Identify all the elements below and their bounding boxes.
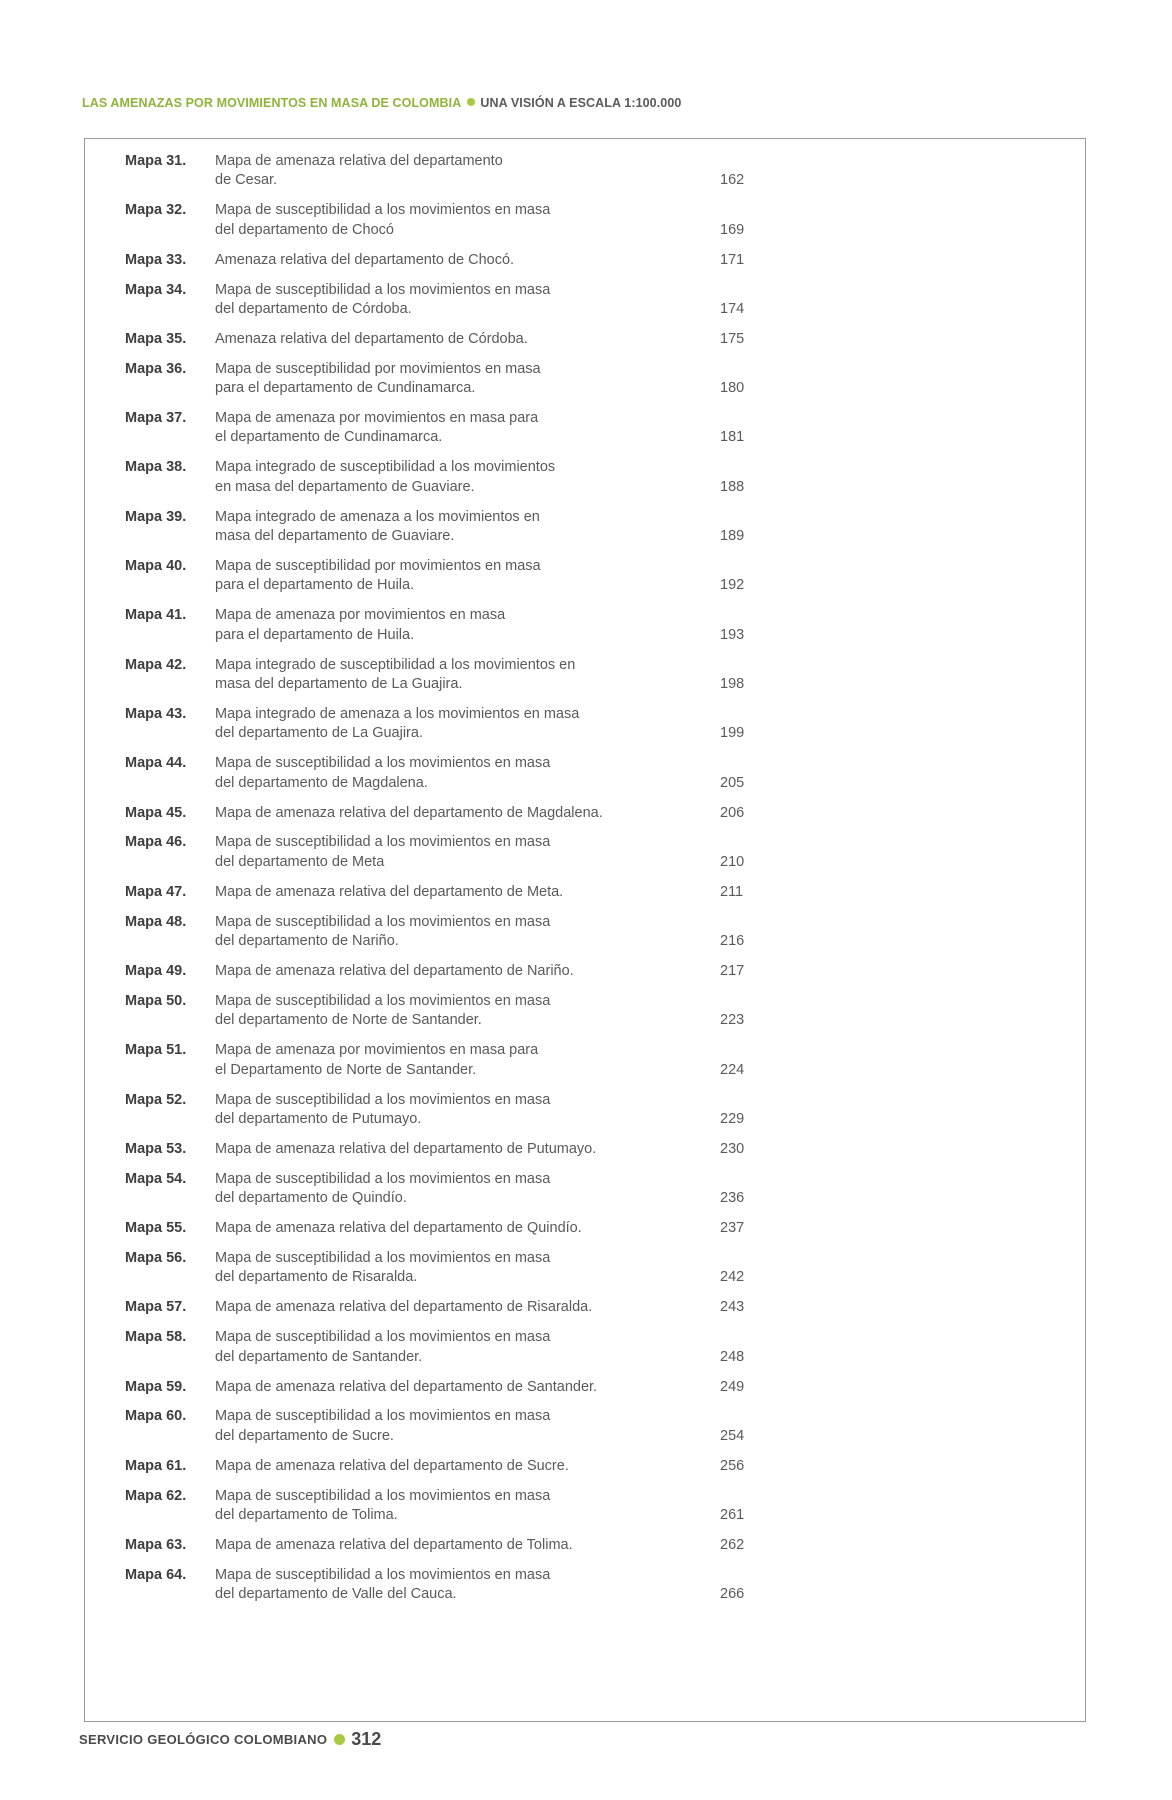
entry-description-line: Mapa de amenaza relativa del departamento [215,153,503,169]
entry-description-line: Mapa de amenaza relativa del departamento de Putumayo. [215,1140,597,1157]
entry-label: Mapa 36. [125,360,187,377]
map-index-entry [125,281,765,320]
entry-description [215,281,655,320]
map-index-entry [125,1407,765,1446]
entry-label: Mapa 63. [125,1536,187,1553]
entry-description-line: Mapa de susceptibilidad por movimientos en masa [215,360,541,377]
entry-page-number: 211 [720,883,744,900]
entry-description [215,804,655,823]
entry-description-line: del departamento de Sucre. [215,1427,394,1444]
entry-description [215,330,655,349]
entry-page-number: 162 [720,172,745,189]
entry-label: Mapa 39. [125,508,187,525]
running-header [82,96,681,110]
footer-organization: SERVICIO GEOLÓGICO COLOMBIANO [79,1732,328,1747]
entry-description-line: Mapa de amenaza relativa del departamento de Tolima. [215,1536,573,1553]
entry-label: Mapa 49. [125,963,187,979]
entry-page-number: 249 [720,1378,745,1395]
entry-description-line: Mapa integrado de amenaza a los movimientos en masa [215,705,580,722]
entry-description [215,606,655,645]
map-index-entry [125,1328,765,1367]
map-index-entry [125,1140,765,1159]
entry-description-line: Mapa de amenaza relativa del departamento de Risaralda. [215,1299,593,1316]
entry-page-number: 243 [720,1299,745,1316]
entry-page-number: 199 [720,725,745,742]
entry-label: Mapa 45. [125,804,187,821]
page-footer [79,1729,381,1750]
entry-page-number: 210 [720,853,745,870]
entry-page-number: 242 [720,1269,745,1286]
map-index-entry [125,962,765,981]
entry-description-line: Mapa de amenaza relativa del departamento de Sucre. [215,1457,569,1474]
entry-description [215,1536,655,1555]
entry-description-line: Mapa de susceptibilidad a los movimientos en masa [215,1487,551,1504]
entry-description-line: Mapa de amenaza relativa del departamento de Meta. [215,883,564,900]
entry-description [215,1091,655,1130]
entry-page-number: 237 [720,1220,745,1237]
map-index-entry [125,1041,765,1080]
entry-label: Mapa 62. [125,1487,187,1504]
entry-page-number: 175 [720,330,745,347]
entry-label: Mapa 64. [125,1566,187,1583]
entry-page-number: 188 [720,478,745,495]
entry-label: Mapa 38. [125,459,187,476]
entry-description [215,251,655,270]
entry-description-line: Mapa de susceptibilidad a los movimientos en masa [215,1329,551,1346]
entry-page-number: 248 [720,1348,745,1365]
map-index-entry [125,754,765,793]
entry-label: Mapa 56. [125,1249,187,1266]
map-index-entry [125,251,765,270]
entry-description-line: Mapa de susceptibilidad a los movimientos en masa [215,1091,551,1108]
entry-description-line: Mapa integrado de susceptibilidad a los movimientos en [215,656,576,673]
entry-page-number: 256 [720,1457,745,1474]
entry-description-line: del departamento de Nariño. [215,933,399,950]
entry-label: Mapa 53. [125,1140,187,1157]
header-title: LAS AMENAZAS POR MOVIMIENTOS EN MASA DE COLOMBIA [82,96,462,110]
entry-page-number: 230 [720,1140,745,1157]
entry-description [215,1140,655,1159]
entry-description-line: para el departamento de Huila. [215,626,415,643]
entry-description [215,1170,655,1209]
entry-description-line: del departamento de Risaralda. [215,1269,418,1286]
entry-page-number: 169 [720,221,745,238]
entry-description-line: Mapa de susceptibilidad a los movimientos en masa [215,1566,551,1583]
entry-page-number: 198 [720,676,745,693]
map-index-entry [125,1219,765,1238]
map-index-entry [125,1487,765,1526]
entry-page-number: 266 [720,1586,745,1603]
entry-description-line: del departamento de Chocó [215,221,394,238]
entry-label: Mapa 33. [125,251,187,268]
entry-description [215,992,655,1031]
entry-label: Mapa 34. [125,281,187,298]
entry-description-line: Mapa de amenaza relativa del departamento de Nariño. [215,963,574,979]
entry-description [215,1298,655,1317]
entry-description-line: Mapa de susceptibilidad por movimientos en masa [215,558,541,574]
entry-description-line: Mapa de susceptibilidad a los movimientos en masa [215,202,551,219]
entry-description [215,656,655,695]
map-index-entry [125,656,765,695]
entry-description-line: Amenaza relativa del departamento de Córdoba. [215,330,528,347]
entry-page-number: 261 [720,1507,745,1524]
map-index-entry [125,1298,765,1317]
map-index-entry [125,557,765,596]
entry-description [215,883,655,902]
entry-label: Mapa 37. [125,410,187,427]
entry-description-line: en masa del departamento de Guaviare. [215,478,475,495]
entry-description-line: Mapa de amenaza por movimientos en masa [215,607,506,624]
entry-description [215,201,655,240]
entry-description-line: Mapa de amenaza relativa del departamento de Magdalena. [215,804,603,821]
entry-label: Mapa 42. [125,656,187,673]
entry-label: Mapa 35. [125,330,187,347]
entry-label: Mapa 55. [125,1220,187,1237]
entry-description-line: Mapa de amenaza relativa del departamento de Quindío. [215,1220,582,1237]
entry-page-number: 171 [720,251,745,268]
map-index-entry [125,883,765,902]
entry-page-number: 262 [720,1536,745,1553]
entry-label: Mapa 58. [125,1329,187,1346]
entry-page-number: 254 [720,1427,745,1444]
entry-description [215,1457,655,1476]
entry-description [215,962,655,981]
map-index-entry [125,1457,765,1476]
entry-page-number: 174 [720,300,745,317]
entry-description [215,705,655,744]
entry-label: Mapa 52. [125,1091,187,1108]
map-index-entry [125,1566,765,1605]
entry-label: Mapa 44. [125,755,187,772]
entry-label: Mapa 41. [125,607,187,624]
entry-description-line: Mapa de amenaza por movimientos en masa para [215,410,539,427]
entry-description [215,913,655,952]
entry-description-line: Mapa de susceptibilidad a los movimientos en masa [215,992,551,1009]
map-index-entry [125,804,765,823]
entry-description-line: Mapa de susceptibilidad a los movimientos en masa [215,834,551,851]
entry-page-number: 224 [720,1061,745,1078]
map-index-entry [125,330,765,349]
map-index-entry [125,152,765,191]
entry-description [215,360,655,399]
entry-description-line: Mapa de susceptibilidad a los movimientos en masa [215,281,551,298]
entry-description-line: masa del departamento de La Guajira. [215,676,463,693]
entry-label: Mapa 54. [125,1170,187,1187]
entry-description-line: Mapa de susceptibilidad a los movimientos en masa [215,913,551,930]
map-index-frame [84,138,1086,1722]
entry-description-line: Mapa integrado de amenaza a los movimientos en [215,508,540,525]
entry-page-number: 229 [720,1110,745,1127]
entry-description-line: Mapa de susceptibilidad a los movimientos en masa [215,1170,551,1187]
map-index-entry [125,833,765,872]
entry-description-line: del departamento de Córdoba. [215,300,412,317]
map-index-entry [125,360,765,399]
entry-description-line: de Cesar. [215,172,278,189]
entry-description-line: del departamento de Tolima. [215,1507,398,1524]
entry-description-line: del departamento de Quindío. [215,1190,407,1207]
entry-label: Mapa 40. [125,558,187,574]
entry-description-line: del departamento de Magdalena. [215,774,428,791]
entry-description-line: el Departamento de Norte de Santander. [215,1061,477,1078]
entry-description [215,833,655,872]
entry-description [215,409,655,448]
map-index-entry [125,409,765,448]
entry-description-line: del departamento de Valle del Cauca. [215,1586,457,1603]
entry-label: Mapa 46. [125,834,187,851]
entry-label: Mapa 31. [125,153,187,169]
entry-label: Mapa 59. [125,1378,187,1395]
entry-label: Mapa 32. [125,202,187,219]
map-index-entry [125,913,765,952]
entry-description-line: Mapa de susceptibilidad a los movimientos en masa [215,1408,551,1425]
entry-description [215,1219,655,1238]
entry-description [215,1249,655,1288]
entry-page-number: 192 [720,577,745,594]
entry-description [215,754,655,793]
entry-page-number: 205 [720,774,745,791]
entry-description-line: para el departamento de Cundinamarca. [215,380,476,397]
entry-description-line: el departamento de Cundinamarca. [215,429,443,446]
header-bullet-icon [467,98,475,106]
map-index-entry [125,705,765,744]
entry-description [215,1487,655,1526]
entry-label: Mapa 60. [125,1408,187,1425]
entry-label: Mapa 43. [125,705,187,722]
map-index-list [125,152,765,1615]
entry-description [215,557,655,596]
entry-description-line: del departamento de Putumayo. [215,1110,422,1127]
entry-page-number: 193 [720,626,745,643]
map-index-entry [125,201,765,240]
entry-description-line: del departamento de Norte de Santander. [215,1012,482,1029]
entry-description-line: masa del departamento de Guaviare. [215,528,455,545]
entry-description [215,508,655,547]
entry-description [215,1407,655,1446]
footer-bullet-icon [334,1734,345,1745]
entry-description-line: del departamento de Meta [215,853,385,870]
entry-description-line: Mapa de amenaza relativa del departamento de Santander. [215,1378,598,1395]
entry-page-number: 189 [720,528,745,545]
entry-description-line: Mapa integrado de susceptibilidad a los movimientos [215,459,556,476]
entry-description-line: del departamento de Santander. [215,1348,423,1365]
entry-label: Mapa 48. [125,913,187,930]
entry-label: Mapa 57. [125,1299,187,1316]
entry-label: Mapa 61. [125,1457,187,1474]
map-index-entry [125,1536,765,1555]
entry-description-line: Mapa de susceptibilidad a los movimientos en masa [215,1249,551,1266]
footer-page-number: 312 [351,1729,382,1749]
map-index-entry [125,1091,765,1130]
entry-label: Mapa 51. [125,1042,187,1059]
entry-label: Mapa 47. [125,883,187,900]
entry-label: Mapa 50. [125,992,187,1009]
entry-description [215,1378,655,1397]
entry-page-number: 223 [720,1012,745,1029]
map-index-entry [125,1378,765,1397]
entry-description-line: para el departamento de Huila. [215,577,415,594]
entry-description [215,1566,655,1605]
entry-description [215,152,655,191]
entry-page-number: 181 [720,429,745,446]
map-index-entry [125,606,765,645]
entry-description-line: Mapa de susceptibilidad a los movimientos en masa [215,755,551,772]
map-index-entry [125,1170,765,1209]
entry-description-line: Amenaza relativa del departamento de Chocó. [215,251,515,268]
entry-page-number: 236 [720,1190,745,1207]
entry-description [215,1328,655,1367]
entry-page-number: 217 [720,963,745,979]
map-index-entry [125,458,765,497]
map-index-entry [125,992,765,1031]
map-index-entry [125,1249,765,1288]
entry-page-number: 206 [720,804,745,821]
header-subtitle: UNA VISIÓN A ESCALA 1:100.000 [480,96,682,110]
entry-page-number: 180 [720,380,745,397]
entry-description-line: del departamento de La Guajira. [215,725,423,742]
entry-description-line: Mapa de amenaza por movimientos en masa para [215,1042,539,1059]
map-index-entry [125,508,765,547]
entry-description [215,1041,655,1080]
entry-description [215,458,655,497]
entry-page-number: 216 [720,933,745,950]
